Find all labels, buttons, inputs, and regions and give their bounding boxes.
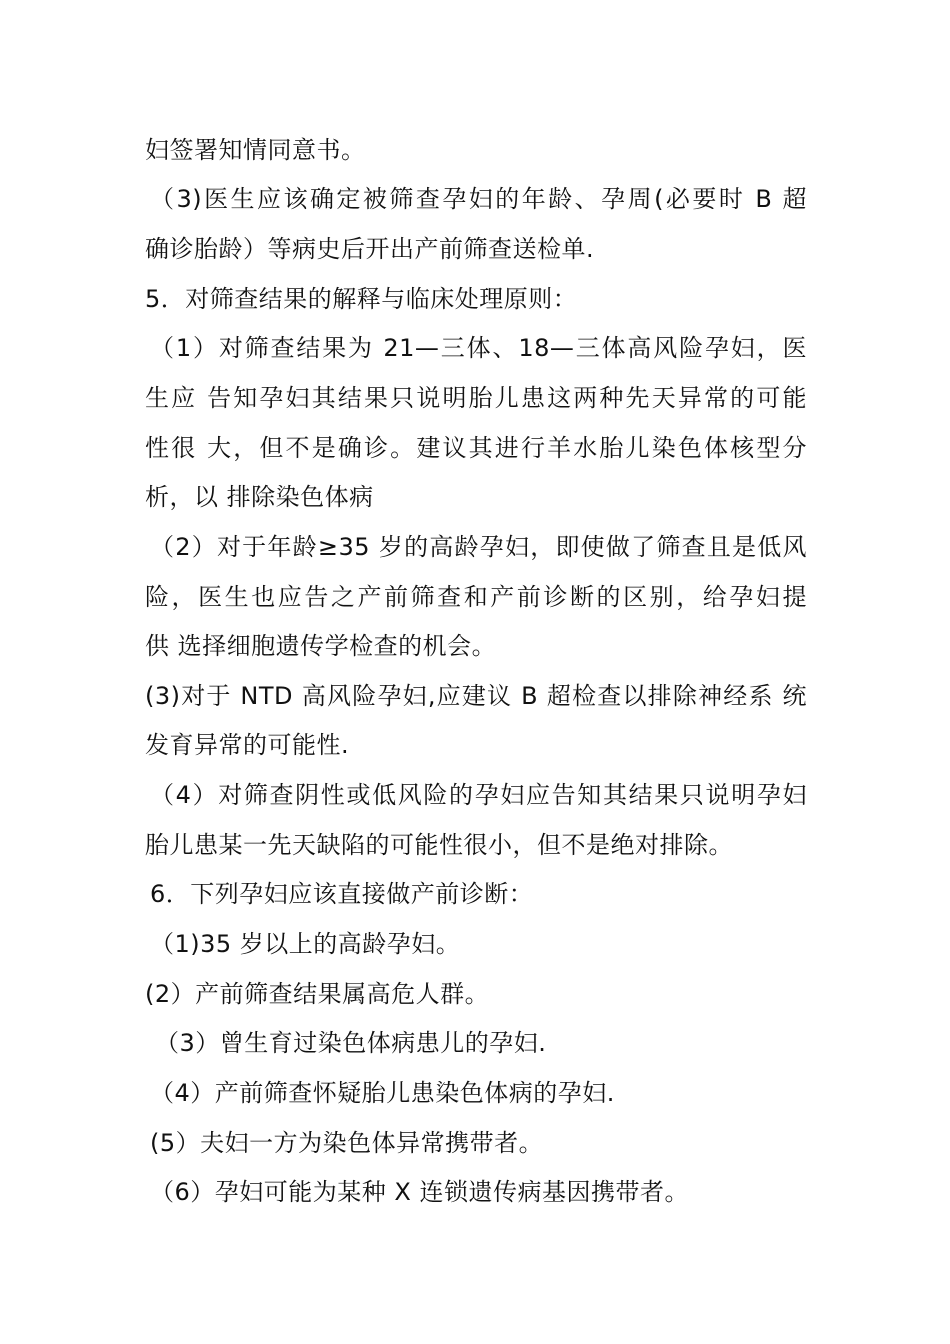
- list-item-5: (5）夫妇一方为染色体异常携带者。: [150, 1129, 544, 1157]
- text-line-15: 胎儿患某一先天缺陷的可能性很小，但不是绝对排除。: [145, 831, 733, 859]
- list-item-2: (2）产前筛查结果属高危人群。: [145, 980, 490, 1008]
- text-line-2: （3)医生应该确定被筛查孕妇的年龄、孕周(必要时 B 超: [150, 185, 807, 213]
- text-line-13: 发育异常的可能性.: [145, 731, 350, 759]
- text-line-5: （1）对筛查结果为 21—三体、18—三体高风险孕妇，医: [150, 334, 807, 362]
- text-line-8: 析，以 排除染色体病: [145, 483, 374, 511]
- text-line-12: (3)对于 NTD 高风险孕妇,应建议 B 超检查以排除神经系 统: [145, 682, 807, 710]
- text-line-7: 性很 大，但不是确诊。建议其进行羊水胎儿染色体核型分: [145, 434, 807, 462]
- text-line-9: （2）对于年龄≥35 岁的高龄孕妇，即使做了筛查且是低风: [150, 533, 807, 561]
- section-heading-6: 6．下列孕妇应该直接做产前诊断：: [150, 880, 534, 908]
- text-line-6: 生应 告知孕妇其结果只说明胎儿患这两种先天异常的可能: [145, 384, 807, 412]
- text-line-3: 确诊胎龄）等病史后开出产前筛查送检单.: [145, 235, 595, 263]
- text-line-1: 妇签署知情同意书。: [145, 136, 366, 164]
- text-line-14: （4）对筛查阴性或低风险的孕妇应告知其结果只说明孕妇: [150, 781, 807, 809]
- list-item-3: （3）曾生育过染色体病患儿的孕妇.: [155, 1029, 547, 1057]
- text-line-10: 险，医生也应告之产前筛查和产前诊断的区别，给孕妇提: [145, 583, 807, 611]
- list-item-4: （4）产前筛查怀疑胎儿患染色体病的孕妇.: [150, 1079, 615, 1107]
- section-heading-5: 5．对筛查结果的解释与临床处理原则：: [145, 285, 578, 313]
- list-item-6: （6）孕妇可能为某种 X 连锁遗传病基因携带者。: [150, 1178, 689, 1206]
- list-item-1: （1)35 岁以上的高龄孕妇。: [150, 930, 461, 958]
- text-line-11: 供 选择细胞遗传学检查的机会。: [145, 632, 497, 660]
